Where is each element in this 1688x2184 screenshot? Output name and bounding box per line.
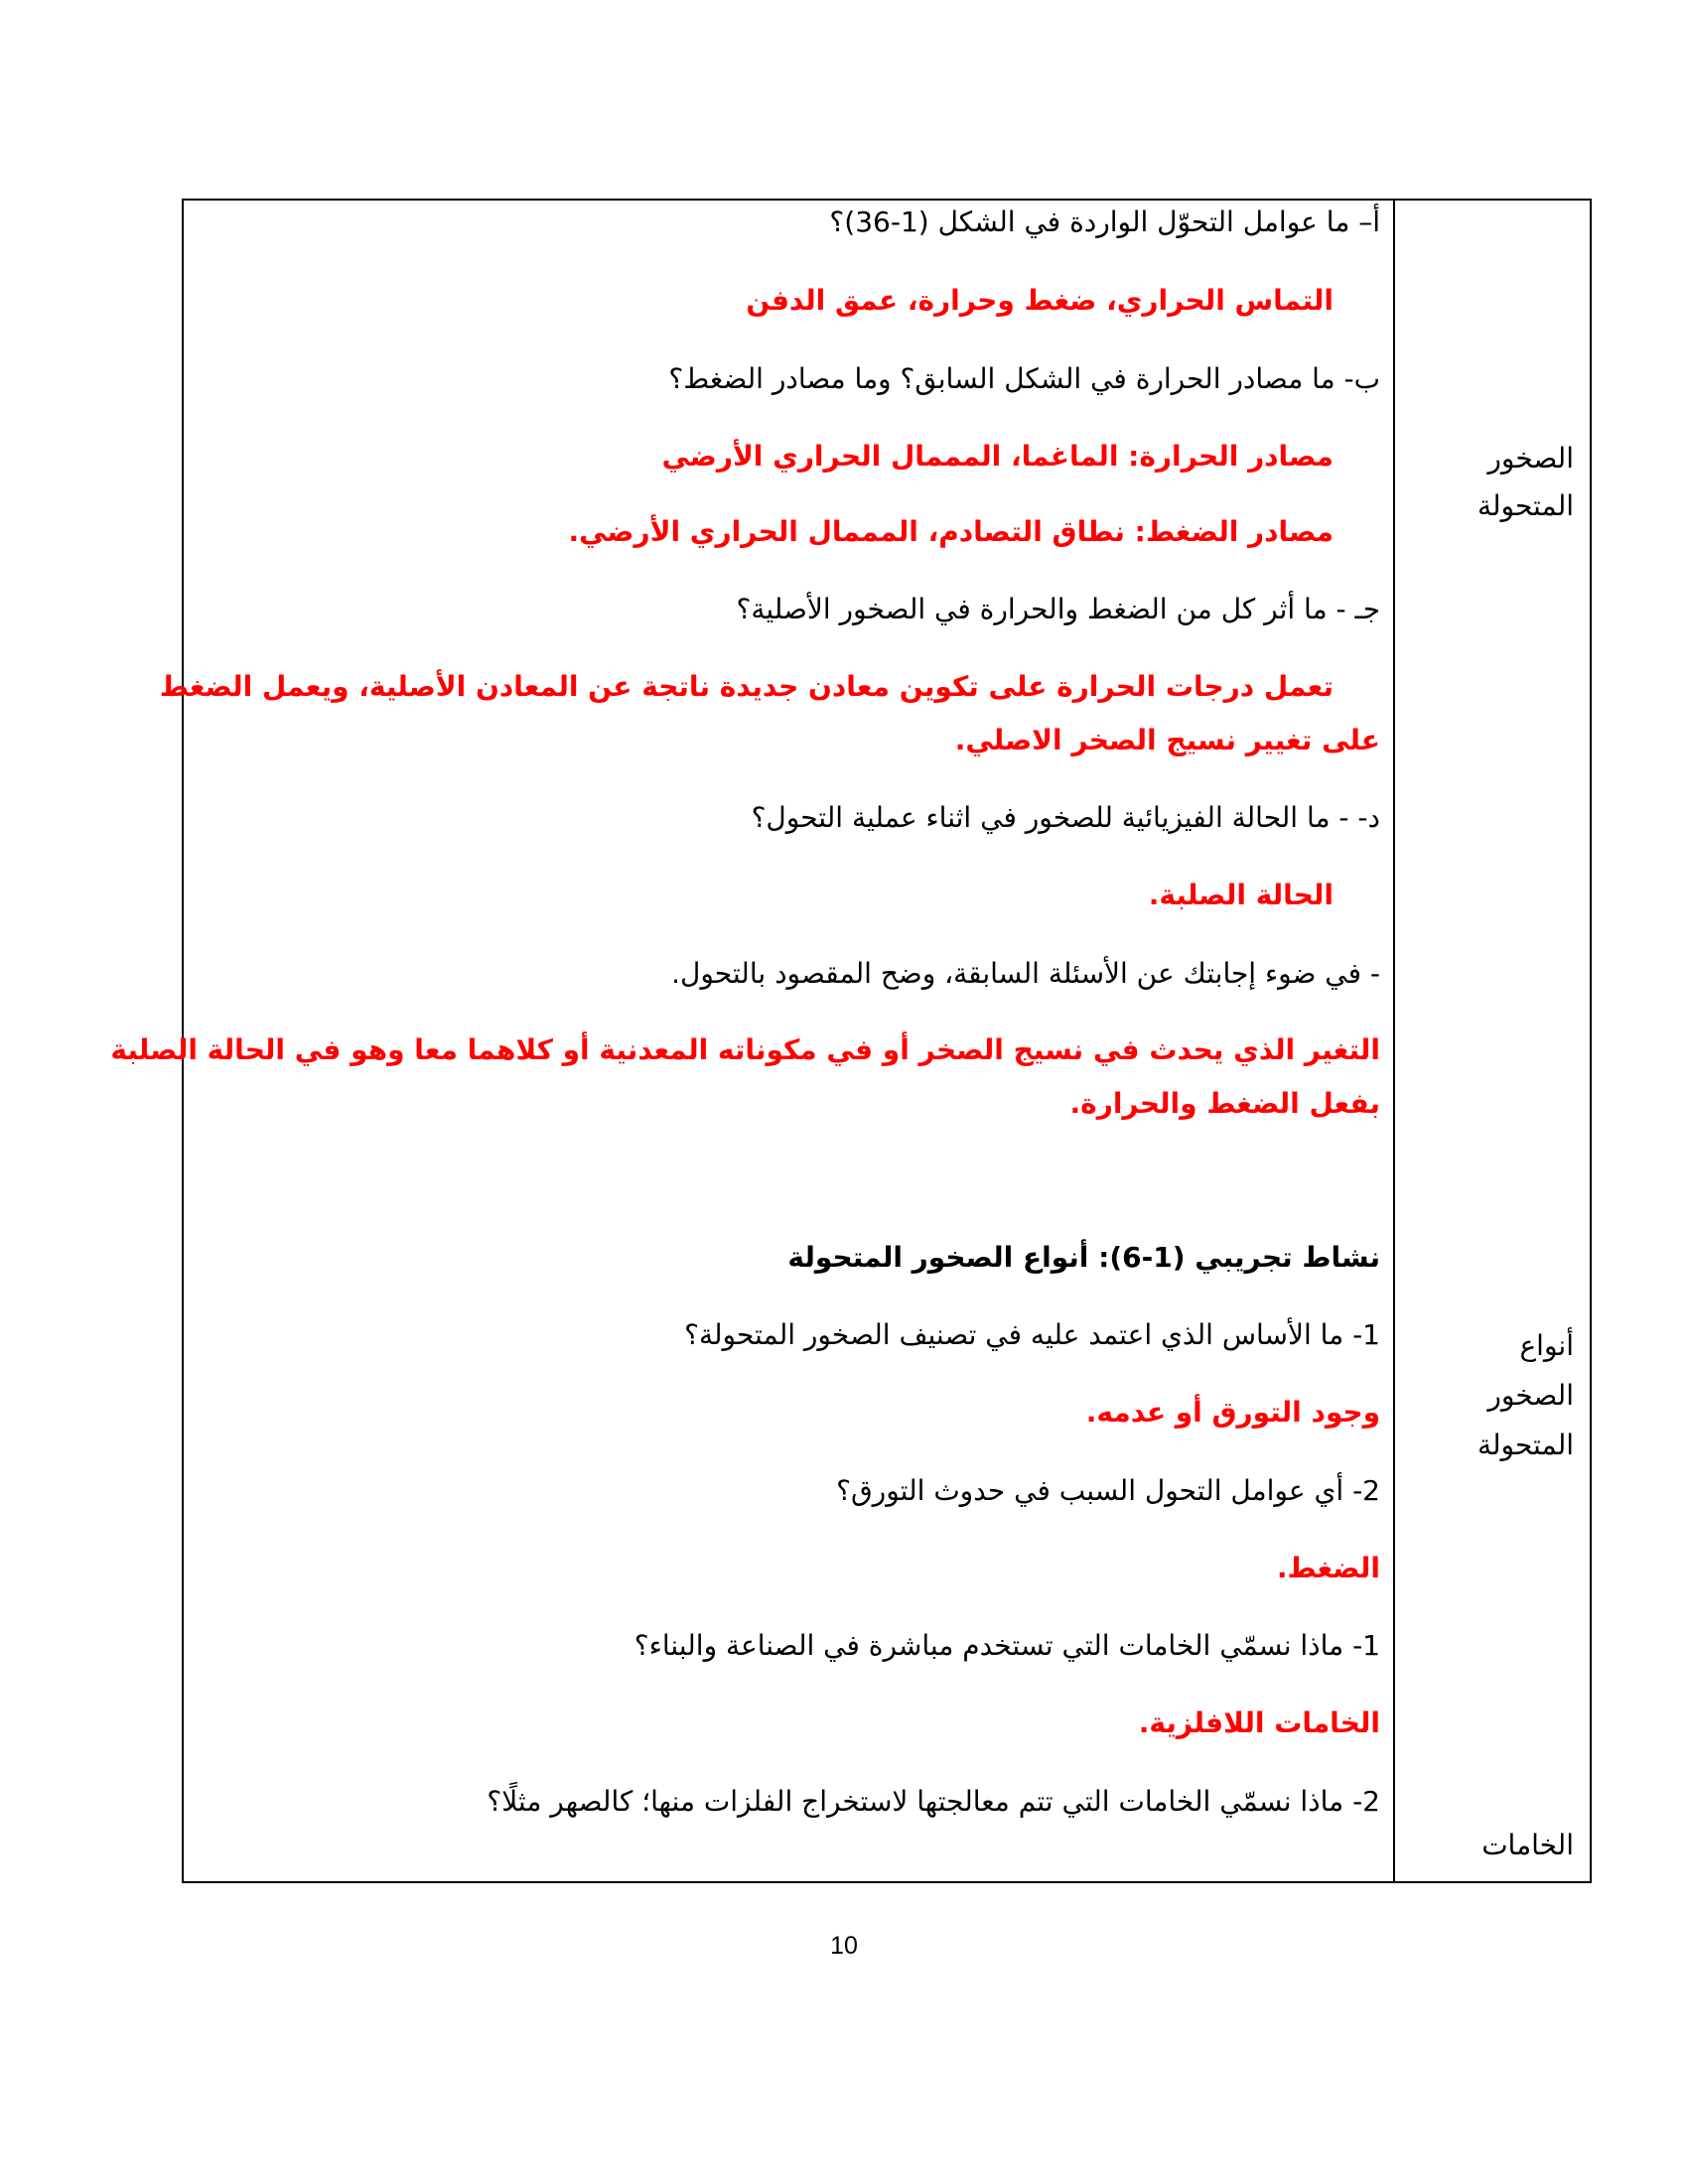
answer-b-pressure: مصادر الضغط: نطاق التصادم، المممال الحراري الأرضي. [568,515,1334,548]
topic-metamorphic-2: المتحولة [1477,489,1574,522]
answer-b-heat: مصادر الحرارة: الماغما، المممال الحراري الأرضي [661,440,1334,473]
question-1: 1- ما الأساس الذي اعتمد عليه في تصنيف الصخور المتحولة؟ [684,1318,1380,1351]
answer-e-line1: التغير الذي يحدث في نسيج الصخر أو في مكوناته المعدنية أو كلاهما معا وهو في الحالة الصلبة [110,1033,1380,1066]
activity-title: نشاط تجريبي (1-6): أنواع الصخور المتحولة [787,1241,1380,1274]
topic-column [1395,201,1590,1881]
question-c: جـ - ما أثر كل من الضغط والحرارة في الصخور الأصلية؟ [736,593,1380,625]
answer-e-line2: بفعل الضغط والحرارة. [1069,1087,1380,1120]
answer-d: الحالة الصلبة. [1148,879,1334,911]
question-4: 2- ماذا نسمّي الخامات التي تتم معالجتها لاستخراج الفلزات منها؛ كالصهر مثلًا؟ [487,1785,1380,1818]
topic-types-3: المتحولة [1477,1429,1574,1461]
question-a: أ– ما عوامل التحوّل الواردة في الشكل (1-36)؟ [829,205,1380,238]
answer-c-line1: تعمل درجات الحرارة على تكوين معادن جديدة ناتجة عن المعادن الأصلية، ويعمل الضغط [159,670,1334,703]
topic-types-1: أنواع [1519,1329,1574,1362]
topic-ores: الخامات [1481,1829,1574,1861]
topic-metamorphic-1: الصخور [1487,442,1574,475]
answer-3: الخامات اللافلزية. [1138,1706,1380,1739]
answer-a: التماس الحراري، ضغط وحرارة، عمق الدفن [746,284,1334,317]
answer-2: الضغط. [1276,1552,1380,1584]
question-d: د- - ما الحالة الفيزيائية للصخور في اثناء عملية التحول؟ [751,801,1380,834]
page-number: 10 [830,1932,858,1960]
question-b: ب- ما مصادر الحرارة في الشكل السابق؟ وما مصادر الضغط؟ [668,362,1380,395]
question-e: - في ضوء إجابتك عن الأسئلة السابقة، وضح المقصود بالتحول. [671,957,1380,990]
answer-1: وجود التورق أو عدمه. [1085,1396,1380,1429]
topic-types-2: الصخور [1487,1379,1574,1412]
lesson-table [110,199,1592,1883]
question-3: 1- ماذا نسمّي الخامات التي تستخدم مباشرة في الصناعة والبناء؟ [633,1629,1380,1662]
answer-c-line2: على تغيير نسيج الصخر الاصلي. [954,724,1380,756]
question-2: 2- أي عوامل التحول السبب في حدوث التورق؟ [836,1474,1380,1507]
content-column [110,201,1393,1881]
